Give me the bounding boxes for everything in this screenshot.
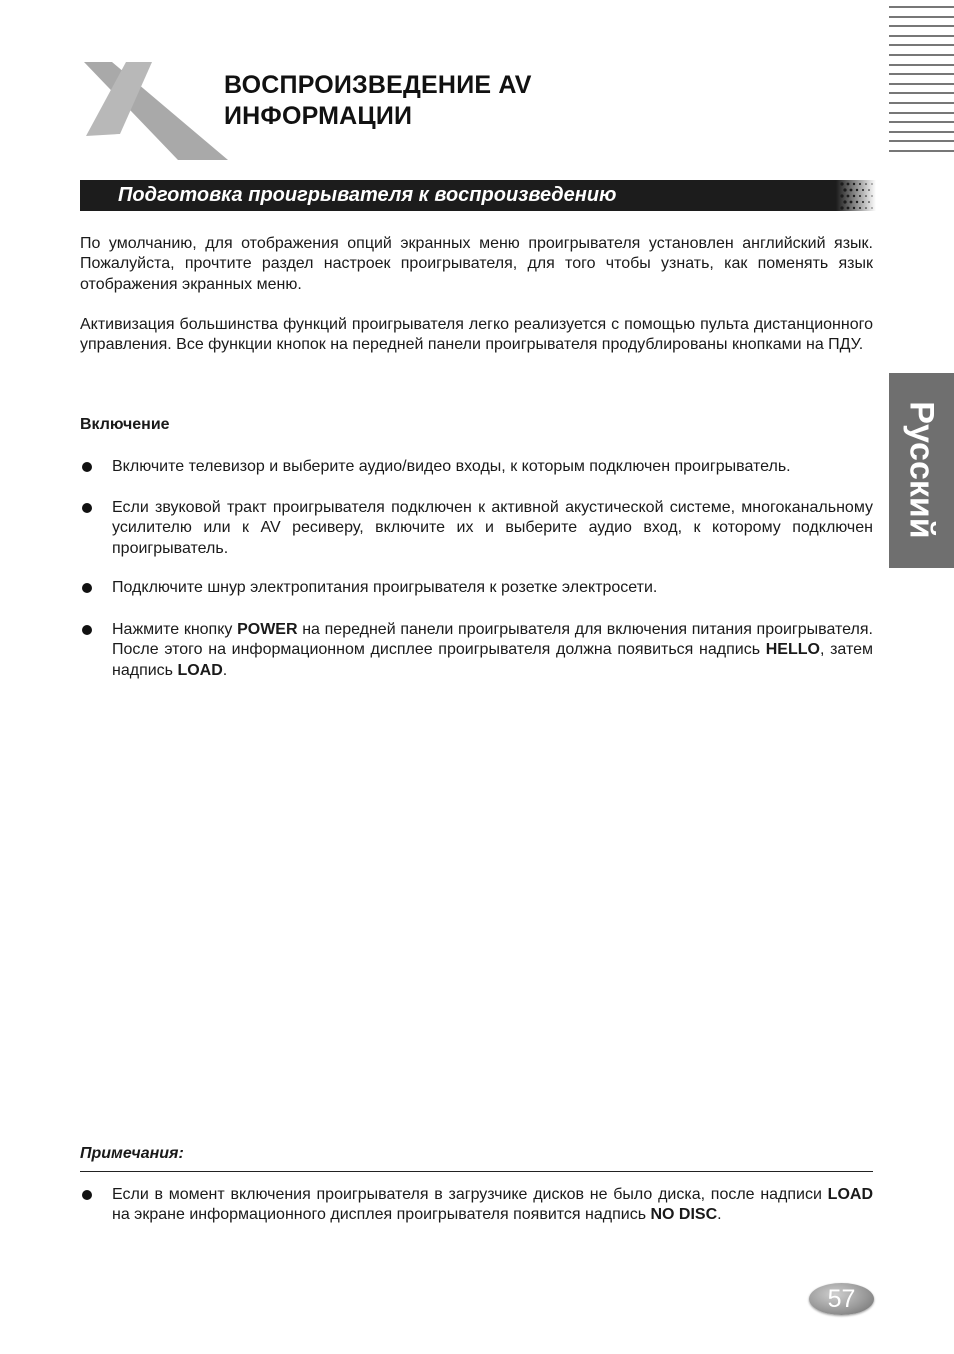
notes-title: Примечания: [80,1145,184,1162]
bullet-icon [82,503,92,513]
list-item [80,498,873,559]
halftone-dots-icon [836,180,876,211]
list-item [80,578,873,598]
hello-label: HELLO [765,641,820,659]
list-item [80,1185,873,1226]
decorative-stripes [889,6,954,162]
language-tab-label: Русский [902,401,941,539]
page-number-badge [809,1283,874,1315]
power-label: POWER [237,621,298,638]
list-item-text: Включите телевизор и выберите аудио/видео входы, к которым подключен проигрыватель. [112,458,791,475]
section-title: Подготовка проигрывателя к воспроизведению [118,184,617,206]
list-item-text: Если в момент включения проигрывателя в загрузчике дисков не было диска, после надписи LOAD на экране информационного дисплея проигрывателя появится надпись NO DISC. [112,1186,873,1224]
bullet-icon [82,1190,92,1200]
bullet-icon [82,583,92,593]
language-tab [889,373,954,568]
list-item-text: Нажмите кнопку POWER на передней панели проигрывателя для включения питания проигрывателя. После этого на информационном дисплее проигрывателя должна появиться надпись HELLO, затем надпись LOAD. [112,621,873,679]
bullet-icon [82,625,92,635]
list-item-text: Подключите шнур электропитания проигрывателя к розетке электросети. [112,579,658,596]
title-line-1: ВОСПРОИЗВЕДЕНИЕ AV [224,71,532,99]
bullet-icon [82,462,92,472]
notes-divider [80,1171,873,1172]
page-title [224,70,532,132]
list-item [80,457,873,477]
intro-paragraph-2: Активизация большинства функций проигрывателя легко реализуется с помощью пульта дистанционного управления. Все функции кнопок на передней панели проигрывателя продублированы кнопками на ПДУ. [80,316,873,354]
list-item-text: Если звуковой тракт проигрывателя подключен к активной акустической системе, многоканальному усилителю или к AV ресиверу, включите их и выберите аудио вход, к которому подключен проигрыватель. [112,499,873,557]
power-on-heading: Включение [80,416,170,433]
section-header-bar [80,180,876,211]
list-item [80,620,873,681]
x-logo-icon [78,62,230,164]
load-label: LOAD [177,661,223,679]
title-line-2: ИНФОРМАЦИИ [224,102,413,130]
page-number: 57 [827,1285,856,1313]
load-label: LOAD [827,1186,873,1203]
no-disc-label: NO DISC [650,1206,718,1224]
intro-paragraph-1: По умолчанию, для отображения опций экранных меню проигрывателя установлен английский язык. Пожалуйста, прочтите раздел настроек проигрывателя, для того чтобы узнать, как поменять язык отображения экранных меню. [80,235,873,293]
